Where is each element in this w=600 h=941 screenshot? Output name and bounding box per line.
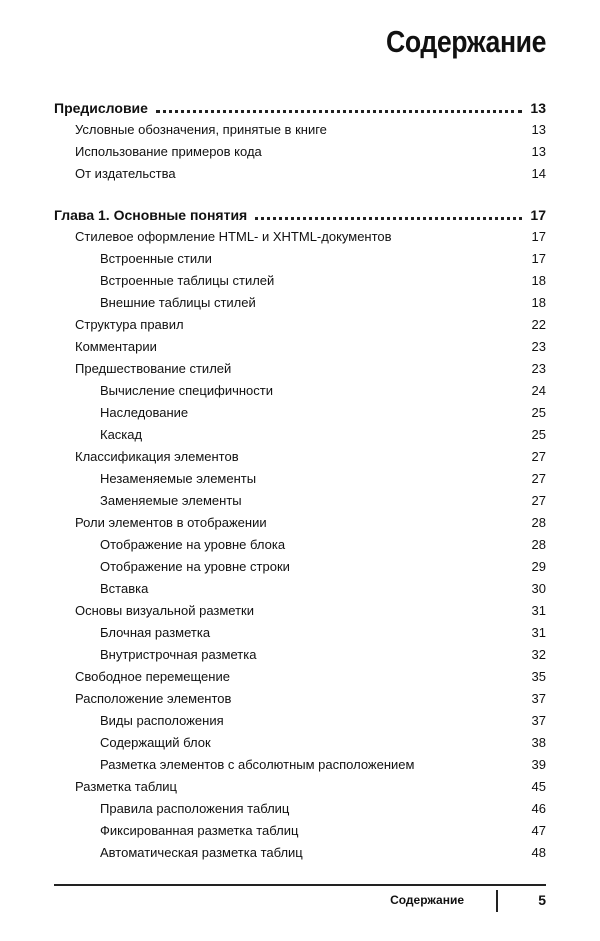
toc-entry <box>75 665 546 685</box>
toc-entry <box>100 247 546 267</box>
toc-entry-page: 27 <box>531 471 546 486</box>
toc-entry <box>100 533 546 553</box>
toc-entry <box>75 357 546 377</box>
toc-entry <box>54 96 546 116</box>
footer-page-number: 5 <box>538 892 546 908</box>
toc-entry <box>75 313 546 333</box>
toc-entry-title: Основы визуальной разметки <box>75 603 255 618</box>
footer-section-label: Содержание <box>390 893 464 907</box>
toc-entry-page: 47 <box>531 823 546 838</box>
toc-entry-title: Незаменяемые элементы <box>100 471 257 486</box>
toc-entry-page: 31 <box>531 625 546 640</box>
toc-entry <box>75 335 546 355</box>
toc-entry-page: 37 <box>531 713 546 728</box>
toc-entry <box>75 775 546 795</box>
toc-entry-title: Внешние таблицы стилей <box>100 295 256 310</box>
toc-entry-title: Роли элементов в отображении <box>75 515 267 530</box>
toc-entry-page: 13 <box>530 100 546 116</box>
toc-entry <box>75 162 546 182</box>
toc-entry-title: Виды расположения <box>100 713 224 728</box>
toc-entry <box>100 709 546 729</box>
toc-entry-page: 17 <box>531 251 546 266</box>
toc-entry-page: 18 <box>531 273 546 288</box>
toc-entry <box>100 731 546 751</box>
toc-entry <box>75 599 546 619</box>
toc-entry-page: 45 <box>531 779 546 794</box>
toc-entry-page: 27 <box>531 449 546 464</box>
toc-entry <box>100 555 546 575</box>
toc-entry-title: Условные обозначения, принятые в книге <box>75 122 327 137</box>
toc-entry-title: Заменяемые элементы <box>100 493 242 508</box>
toc-entry-title: Блочная разметка <box>100 625 211 640</box>
toc-leader-dots <box>255 216 522 220</box>
toc-entry-title: Использование примеров кода <box>75 144 262 159</box>
toc-entry <box>100 269 546 289</box>
toc-entry-title: Комментарии <box>75 339 157 354</box>
toc-entry-title: Содержащий блок <box>100 735 211 750</box>
toc-entry-page: 37 <box>531 691 546 706</box>
toc-entry-page: 30 <box>531 581 546 596</box>
toc-entry-page: 25 <box>531 427 546 442</box>
toc-entry-title: Разметка таблиц <box>75 779 177 794</box>
toc-entry-title: Каскад <box>100 427 143 442</box>
toc-entry-page: 27 <box>531 493 546 508</box>
toc-entry-page: 29 <box>531 559 546 574</box>
toc-entry-page: 31 <box>531 603 546 618</box>
toc-entry-page: 48 <box>531 845 546 860</box>
toc-entry <box>100 753 546 773</box>
toc-entry <box>75 225 546 245</box>
toc-entry <box>75 687 546 707</box>
toc-entry-page: 32 <box>531 647 546 662</box>
toc-entry-page: 39 <box>531 757 546 772</box>
toc-entry-title: Наследование <box>100 405 189 420</box>
toc-entry <box>100 291 546 311</box>
toc-entry-title: Расположение элементов <box>75 691 232 706</box>
toc-entry <box>100 379 546 399</box>
toc-entry-page: 13 <box>531 144 546 159</box>
toc-entry-title: Внутристрочная разметка <box>100 647 257 662</box>
toc-entry-page: 35 <box>531 669 546 684</box>
toc-entry-title: Фиксированная разметка таблиц <box>100 823 299 838</box>
toc-entry-title: Вставка <box>100 581 149 596</box>
toc-entry-page: 24 <box>531 383 546 398</box>
footer-divider <box>54 884 546 886</box>
toc-entry-title: Автоматическая разметка таблиц <box>100 845 303 860</box>
toc-entry <box>75 511 546 531</box>
toc-entry-page: 17 <box>531 229 546 244</box>
toc-entry-page: 23 <box>531 361 546 376</box>
toc-entry <box>100 643 546 663</box>
toc-entry-title: Свободное перемещение <box>75 669 230 684</box>
toc-entry-page: 22 <box>531 317 546 332</box>
toc-entry-title: Вычисление специфичности <box>100 383 273 398</box>
toc-entry-page: 14 <box>531 166 546 181</box>
toc-entry-title: Предисловие <box>54 100 148 116</box>
toc-entry-title: Предшествование стилей <box>75 361 232 376</box>
page-title: Содержание <box>386 24 546 59</box>
toc-entry-title: Отображение на уровне блока <box>100 537 286 552</box>
toc-entry-title: Отображение на уровне строки <box>100 559 290 574</box>
toc-entry <box>100 467 546 487</box>
toc-entry-page: 17 <box>530 207 546 223</box>
toc-entry-page: 38 <box>531 735 546 750</box>
toc-entry-page: 46 <box>531 801 546 816</box>
toc-entry-title: Глава 1. Основные понятия <box>54 207 248 223</box>
toc-entry-title: Разметка элементов с абсолютным расположением <box>100 757 415 772</box>
toc-entry-title: Стилевое оформление HTML- и XHTML-документов <box>75 229 392 244</box>
toc-entry-page: 28 <box>531 537 546 552</box>
toc-entry-page: 23 <box>531 339 546 354</box>
toc-entry-title: Встроенные стили <box>100 251 212 266</box>
toc-entry <box>100 423 546 443</box>
toc-entry <box>100 621 546 641</box>
toc-entry <box>100 577 546 597</box>
toc-leader-dots <box>156 109 522 113</box>
toc-entry <box>100 401 546 421</box>
footer-separator-bar <box>496 890 498 912</box>
toc-entry <box>75 445 546 465</box>
toc-entry-title: Классификация элементов <box>75 449 239 464</box>
toc-entry <box>100 489 546 509</box>
toc-entry-page: 28 <box>531 515 546 530</box>
toc-entry <box>100 841 546 861</box>
toc-entry-title: Встроенные таблицы стилей <box>100 273 275 288</box>
toc-entry-title: От издательства <box>75 166 176 181</box>
toc-entry-title: Структура правил <box>75 317 184 332</box>
toc-entry <box>100 819 546 839</box>
toc-entry-page: 25 <box>531 405 546 420</box>
toc-entry-page: 13 <box>531 122 546 137</box>
toc-entry <box>75 140 546 160</box>
toc-entry-page: 18 <box>531 295 546 310</box>
toc-entry <box>100 797 546 817</box>
toc-entry-title: Правила расположения таблиц <box>100 801 290 816</box>
toc-entry <box>75 118 546 138</box>
toc-entry <box>54 203 546 223</box>
